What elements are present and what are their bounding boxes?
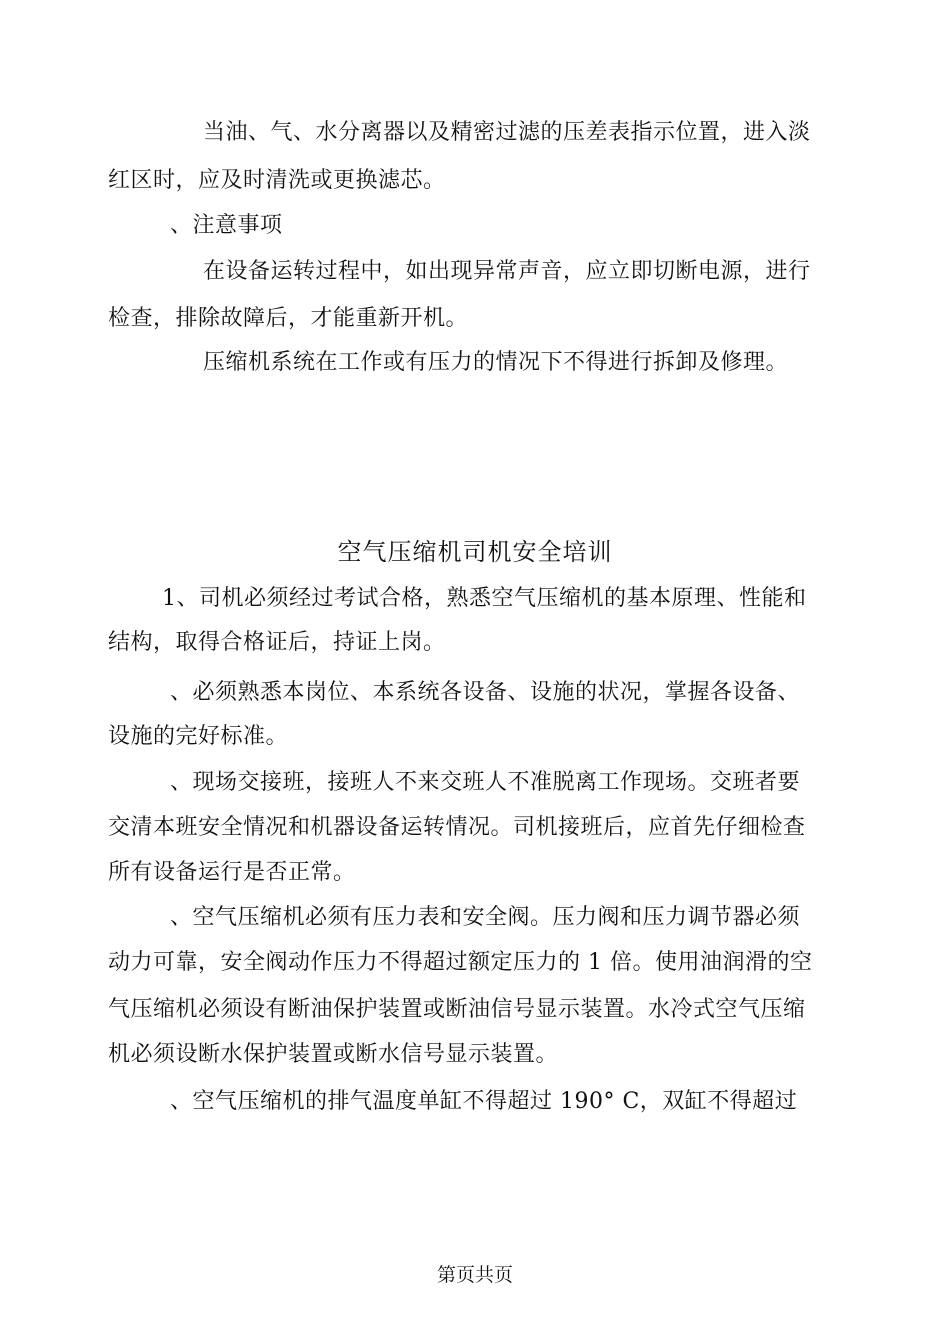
page-footer: 第页共页 bbox=[436, 1264, 513, 1286]
list-item-line: 、现场交接班，接班人不来交班人不准脱离工作现场。交班者要 bbox=[170, 770, 801, 795]
paragraph-line: 压缩机系统在工作或有压力的情况下不得进行拆卸及修理。 bbox=[203, 350, 789, 375]
paragraph-line: 检查，排除故障后，才能重新开机。 bbox=[108, 306, 469, 331]
document-title: 空气压缩机司机安全培训 bbox=[337, 538, 613, 566]
list-item-line: 动力可靠，安全阀动作压力不得超过额定压力的 1 倍。使用油润滑的空 bbox=[108, 950, 813, 975]
list-item-line: 1、司机必须经过考试合格，熟悉空气压缩机的基本原理、性能和 bbox=[162, 586, 807, 611]
list-item-line: 所有设备运行是否正常。 bbox=[108, 860, 356, 885]
list-item-line: 、必须熟悉本岗位、本系统各设备、设施的状况，掌握各设备、 bbox=[170, 680, 801, 705]
list-item-line: 设施的完好标准。 bbox=[108, 724, 289, 749]
paragraph-line: 当油、气、水分离器以及精密过滤的压差表指示位置，进入淡 bbox=[203, 120, 811, 145]
list-item-line: 气压缩机必须设有断油保护装置或断油信号显示装置。水冷式空气压缩 bbox=[108, 997, 806, 1022]
paragraph-line: 在设备运转过程中，如出现异常声音，应立即切断电源，进行 bbox=[203, 259, 811, 284]
list-item-line: 交清本班安全情况和机器设备运转情况。司机接班后，应首先仔细检查 bbox=[108, 815, 806, 840]
section-heading: 、注意事项 bbox=[170, 213, 283, 238]
list-item-line: 机必须设断水保护装置或断水信号显示装置。 bbox=[108, 1042, 559, 1067]
paragraph-line: 红区时，应及时清洗或更换滤芯。 bbox=[108, 168, 446, 193]
list-item-line: 结构，取得合格证后，持证上岗。 bbox=[108, 630, 446, 655]
list-item-line: 、空气压缩机的排气温度单缸不得超过 190° C，双缸不得超过 bbox=[170, 1089, 798, 1114]
list-item-line: 、空气压缩机必须有压力表和安全阀。压力阀和压力调节器必须 bbox=[170, 905, 801, 930]
